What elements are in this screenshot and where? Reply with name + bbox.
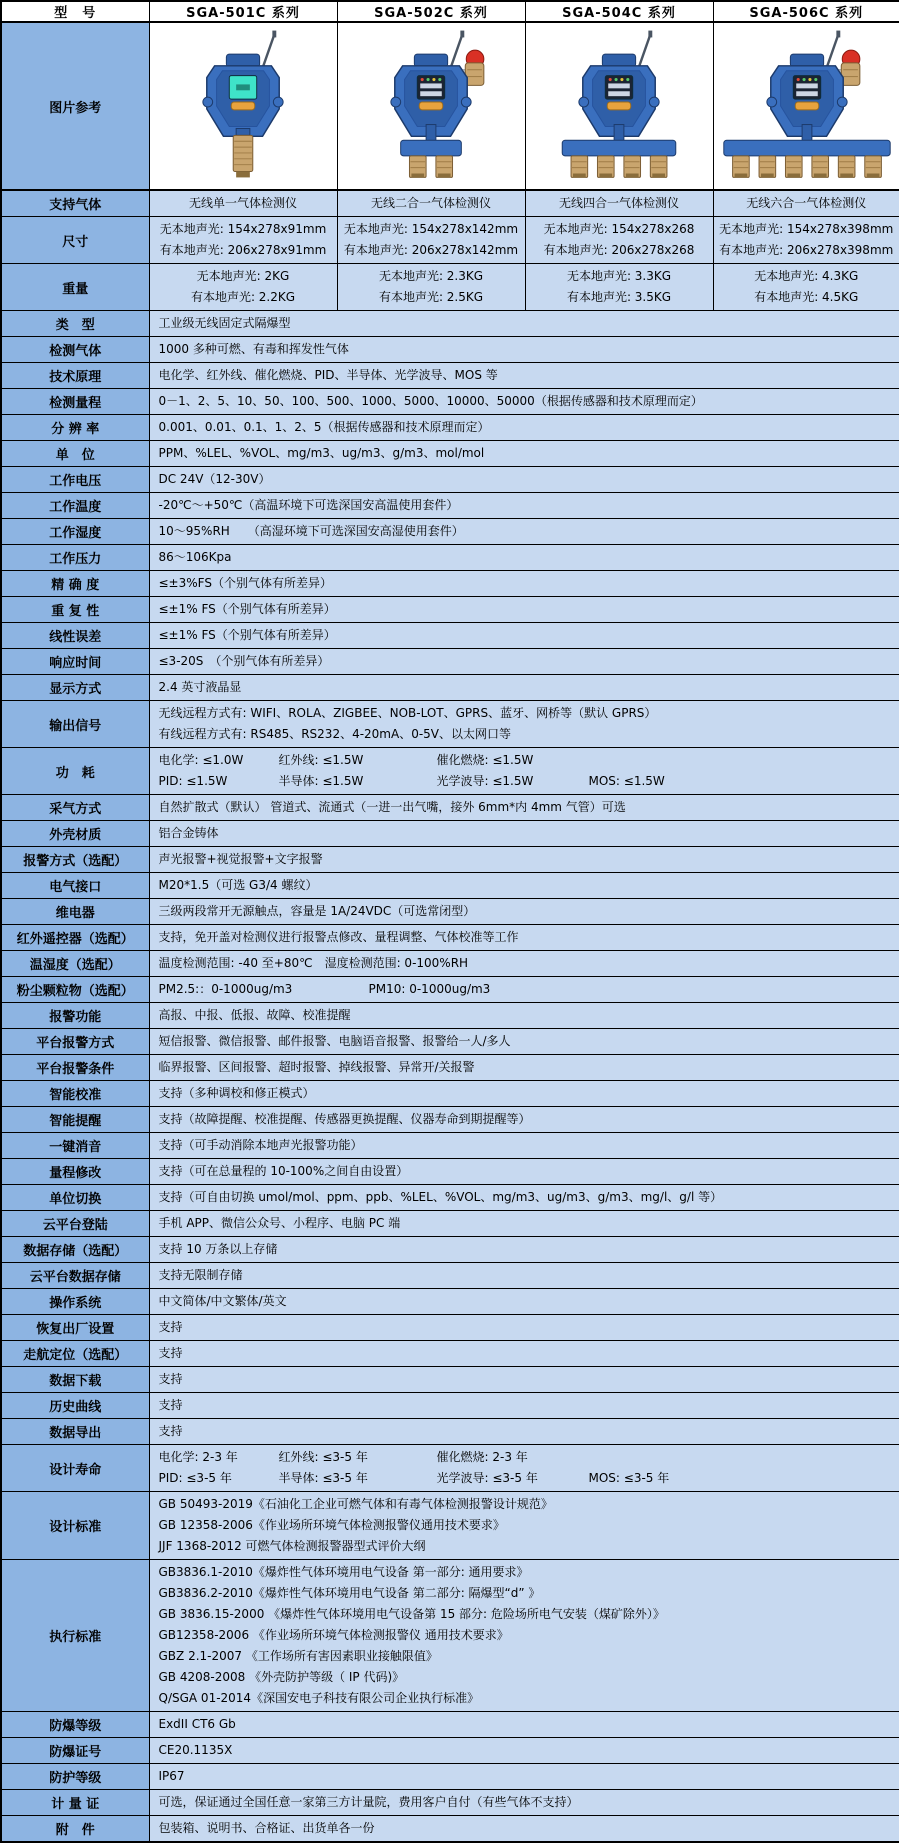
value-line: 支持（可手动消除本地声光报警功能） xyxy=(159,1135,891,1156)
value-line: GB3836.2-2010《爆炸性气体环境用电气设备 第二部分: 隔爆型“d” 》 xyxy=(159,1583,891,1604)
value-segment: 电化学: 2-3 年 xyxy=(159,1450,279,1465)
value-line: 支持 xyxy=(159,1369,891,1390)
row-value xyxy=(149,675,899,701)
wireless-2in1-gas-detector-illustration xyxy=(338,25,524,183)
row-value xyxy=(337,217,525,264)
row-value xyxy=(149,1289,899,1315)
value-line xyxy=(159,979,891,1000)
row-value xyxy=(149,1159,899,1185)
row-value xyxy=(149,1263,899,1289)
row-label: 附 件 xyxy=(1,1816,149,1843)
value-line: GB3836.1-2010《爆炸性气体环境用电气设备 第一部分: 通用要求》 xyxy=(159,1562,891,1583)
value-line: GB 3836.15-2000 《爆炸性气体环境用电气设备第 15 部分: 危险场所电气安装（煤矿除外）》 xyxy=(159,1604,891,1625)
value-line: DC 24V（12-30V） xyxy=(159,469,891,490)
value-line: 支持（多种调校和修正模式） xyxy=(159,1083,891,1104)
row-label: 一键消音 xyxy=(1,1133,149,1159)
value-line: ExdII CT6 Gb xyxy=(159,1714,891,1735)
row-label: 恢复出厂设置 xyxy=(1,1315,149,1341)
row-label: 线性误差 xyxy=(1,623,149,649)
row-value xyxy=(149,1367,899,1393)
row-value xyxy=(149,873,899,899)
row-value xyxy=(149,1419,899,1445)
row-value xyxy=(149,337,899,363)
value-line: 有本地声光: 4.5KG xyxy=(717,287,897,308)
row-value xyxy=(149,389,899,415)
spec-row-33 xyxy=(1,1133,899,1159)
row-value xyxy=(149,1029,899,1055)
row-value xyxy=(149,701,899,748)
row-label: 功 耗 xyxy=(1,748,149,795)
row-value xyxy=(149,1055,899,1081)
spec-row-13 xyxy=(1,571,899,597)
value-line: IP67 xyxy=(159,1766,891,1787)
row-value xyxy=(149,1211,899,1237)
row-value xyxy=(149,925,899,951)
value-line: 无本地声光: 154x278x91mm xyxy=(153,219,334,240)
product-image-cell-1 xyxy=(337,22,525,190)
row-label: 数据存储（选配） xyxy=(1,1237,149,1263)
row-label: 执行标准 xyxy=(1,1560,149,1712)
value-segment: PM10: 0-1000ug/m3 xyxy=(369,982,491,997)
spec-row-36 xyxy=(1,1211,899,1237)
value-line: 0.001、0.01、0.1、1、2、5（根据传感器和技术原理而定） xyxy=(159,417,891,438)
row-label: 类 型 xyxy=(1,311,149,337)
model-header-sga-504c: SGA-504C 系列 xyxy=(525,1,713,22)
spec-row-32 xyxy=(1,1107,899,1133)
row-label: 单位切换 xyxy=(1,1185,149,1211)
row-value xyxy=(149,1003,899,1029)
row-label: 平台报警条件 xyxy=(1,1055,149,1081)
row-label: 输出信号 xyxy=(1,701,149,748)
value-line: ≤±1% FS（个别气体有所差异） xyxy=(159,625,891,646)
row-label: 采气方式 xyxy=(1,795,149,821)
row-label: 工作湿度 xyxy=(1,519,149,545)
value-line: 1000 多种可燃、有毒和挥发性气体 xyxy=(159,339,891,360)
value-line: CE20.1135X xyxy=(159,1740,891,1761)
value-line: 有本地声光: 3.5KG xyxy=(529,287,710,308)
row-label: 设计标准 xyxy=(1,1492,149,1560)
row-value xyxy=(149,1237,899,1263)
row-value xyxy=(149,1712,899,1738)
spec-row-26 xyxy=(1,951,899,977)
value-line: GB12358-2006 《作业场所环境气体检测报警仪 通用技术要求》 xyxy=(159,1625,891,1646)
row-value xyxy=(149,1492,899,1560)
row-value xyxy=(149,1107,899,1133)
row-value xyxy=(149,1816,899,1843)
row-value xyxy=(337,264,525,311)
value-line: 支持 xyxy=(159,1343,891,1364)
image-reference-row xyxy=(1,22,899,190)
row-value xyxy=(713,190,899,217)
value-line xyxy=(159,1447,891,1468)
model-header-sga-501c: SGA-501C 系列 xyxy=(149,1,337,22)
value-line: 有本地声光: 2.2KG xyxy=(153,287,334,308)
value-line: 2.4 英寸液晶显 xyxy=(159,677,891,698)
row-label: 数据下载 xyxy=(1,1367,149,1393)
row-label: 工作温度 xyxy=(1,493,149,519)
row-value xyxy=(149,363,899,389)
model-header-sga-502c: SGA-502C 系列 xyxy=(337,1,525,22)
row-label: 检测气体 xyxy=(1,337,149,363)
row-value xyxy=(713,264,899,311)
spec-row-14 xyxy=(1,597,899,623)
value-line: 0－1、2、5、10、50、100、500、1000、5000、10000、50000（根据传感器和技术原理而定） xyxy=(159,391,891,412)
spec-row-20 xyxy=(1,795,899,821)
spec-row-0 xyxy=(1,190,899,217)
value-line: 支持 xyxy=(159,1317,891,1338)
spec-row-44 xyxy=(1,1419,899,1445)
row-value xyxy=(149,545,899,571)
row-value xyxy=(525,217,713,264)
spec-row-1 xyxy=(1,217,899,264)
row-value xyxy=(337,190,525,217)
row-value xyxy=(149,415,899,441)
row-value xyxy=(149,1738,899,1764)
row-label: 防护等级 xyxy=(1,1764,149,1790)
value-segment: 半导体: ≤3-5 年 xyxy=(279,1471,437,1486)
spec-row-11 xyxy=(1,519,899,545)
spec-row-46 xyxy=(1,1492,899,1560)
row-label: 粉尘颗粒物（选配） xyxy=(1,977,149,1003)
spec-row-21 xyxy=(1,821,899,847)
value-line xyxy=(159,771,891,792)
row-value xyxy=(149,493,899,519)
value-line: 有本地声光: 206x278x142mm xyxy=(341,240,522,261)
value-line: 手机 APP、微信公众号、小程序、电脑 PC 端 xyxy=(159,1213,891,1234)
product-image-cell-3 xyxy=(713,22,899,190)
spec-row-30 xyxy=(1,1055,899,1081)
value-line: PPM、%LEL、%VOL、mg/m3、ug/m3、g/m3、mol/mol xyxy=(159,443,891,464)
row-value xyxy=(713,217,899,264)
spec-row-35 xyxy=(1,1185,899,1211)
value-line: ≤±3%FS（个别气体有所差异） xyxy=(159,573,891,594)
value-line: 支持（故障提醒、校准提醒、传感器更换提醒、仪器寿命到期提醒等） xyxy=(159,1109,891,1130)
value-segment: 光学波导: ≤1.5W xyxy=(437,774,589,789)
row-value xyxy=(149,1560,899,1712)
value-segment: 光学波导: ≤3-5 年 xyxy=(437,1471,589,1486)
value-line xyxy=(159,1468,891,1489)
spec-row-47 xyxy=(1,1560,899,1712)
row-label: 温湿度（选配） xyxy=(1,951,149,977)
product-image-cell-0 xyxy=(149,22,337,190)
row-value xyxy=(149,951,899,977)
spec-row-15 xyxy=(1,623,899,649)
spec-row-9 xyxy=(1,467,899,493)
row-value xyxy=(149,597,899,623)
value-line: 中文简体/中文繁体/英文 xyxy=(159,1291,891,1312)
spec-row-41 xyxy=(1,1341,899,1367)
value-line: 包装箱、说明书、合格证、出货单各一份 xyxy=(159,1818,891,1839)
row-value xyxy=(149,190,337,217)
spec-row-31 xyxy=(1,1081,899,1107)
row-value xyxy=(149,519,899,545)
row-label: 尺寸 xyxy=(1,217,149,264)
spec-row-27 xyxy=(1,977,899,1003)
row-label: 重 复 性 xyxy=(1,597,149,623)
value-line: 自然扩散式（默认） 管道式、流通式（一进一出气嘴，接外 6mm*内 4mm 气管）可选 xyxy=(159,797,891,818)
value-line: 有线远程方式有: RS485、RS232、4-20mA、0-5V、以太网口等 xyxy=(159,724,891,745)
row-label: 平台报警方式 xyxy=(1,1029,149,1055)
row-label: 智能校准 xyxy=(1,1081,149,1107)
spec-row-17 xyxy=(1,675,899,701)
value-line: 无线四合一气体检测仪 xyxy=(529,193,710,214)
spec-row-12 xyxy=(1,545,899,571)
value-line: 有本地声光: 206x278x91mm xyxy=(153,240,334,261)
row-label: 设计寿命 xyxy=(1,1445,149,1492)
value-line: -20℃～+50℃（高温环境下可选深国安高温使用套件） xyxy=(159,495,891,516)
spec-row-19 xyxy=(1,748,899,795)
spec-row-4 xyxy=(1,337,899,363)
row-value xyxy=(149,1081,899,1107)
value-segment: MOS: ≤1.5W xyxy=(589,774,665,789)
spec-row-45 xyxy=(1,1445,899,1492)
spec-row-48 xyxy=(1,1712,899,1738)
row-label: 分 辨 率 xyxy=(1,415,149,441)
value-line: 支持（可在总量程的 10-100%之间自由设置） xyxy=(159,1161,891,1182)
value-line: 铝合金铸体 xyxy=(159,823,891,844)
row-value xyxy=(149,441,899,467)
spec-row-6 xyxy=(1,389,899,415)
value-segment: 红外线: ≤3-5 年 xyxy=(279,1450,437,1465)
value-segment: 半导体: ≤1.5W xyxy=(279,774,437,789)
value-segment: 催化燃烧: 2-3 年 xyxy=(437,1450,528,1465)
row-label: 维电器 xyxy=(1,899,149,925)
value-segment: 催化燃烧: ≤1.5W xyxy=(437,753,534,768)
spec-row-39 xyxy=(1,1289,899,1315)
row-value xyxy=(149,467,899,493)
row-value xyxy=(149,1790,899,1816)
value-line: 无本地声光: 154x278x268 xyxy=(529,219,710,240)
model-header-label: 型 号 xyxy=(1,1,149,22)
row-label: 防爆证号 xyxy=(1,1738,149,1764)
value-line: 无本地声光: 4.3KG xyxy=(717,266,897,287)
value-line: 支持 10 万条以上存储 xyxy=(159,1239,891,1260)
row-value xyxy=(149,1133,899,1159)
row-label: 红外遥控器（选配） xyxy=(1,925,149,951)
spec-row-50 xyxy=(1,1764,899,1790)
value-line: 短信报警、微信报警、邮件报警、电脑语音报警、报警给一人/多人 xyxy=(159,1031,891,1052)
spec-row-42 xyxy=(1,1367,899,1393)
row-value xyxy=(149,821,899,847)
spec-row-18 xyxy=(1,701,899,748)
value-segment: PID: ≤1.5W xyxy=(159,774,279,789)
value-line: 支持（可自由切换 umol/mol、ppm、ppb、%LEL、%VOL、mg/m3、ug/m3、g/m3、mg/l、g/l 等） xyxy=(159,1187,891,1208)
value-line: 有本地声光: 2.5KG xyxy=(341,287,522,308)
row-label: 计 量 证 xyxy=(1,1790,149,1816)
row-label: 报警方式（选配） xyxy=(1,847,149,873)
row-value xyxy=(149,1185,899,1211)
value-line: 有本地声光: 206x278x398mm xyxy=(717,240,897,261)
row-label: 重量 xyxy=(1,264,149,311)
wireless-single-gas-detector-illustration xyxy=(150,25,336,183)
row-label: 云平台登陆 xyxy=(1,1211,149,1237)
value-line: 工业级无线固定式隔爆型 xyxy=(159,313,891,334)
row-value xyxy=(149,264,337,311)
value-line: 支持，免开盖对检测仪进行报警点修改、量程调整、气体校准等工作 xyxy=(159,927,891,948)
value-line: 无线六合一气体检测仪 xyxy=(717,193,897,214)
row-label: 操作系统 xyxy=(1,1289,149,1315)
value-line: 无本地声光: 2.3KG xyxy=(341,266,522,287)
row-value xyxy=(149,311,899,337)
value-line: ≤±1% FS（个别气体有所差异） xyxy=(159,599,891,620)
row-label: 走航定位（选配） xyxy=(1,1341,149,1367)
row-label: 电气接口 xyxy=(1,873,149,899)
model-header-row xyxy=(1,1,899,22)
spec-row-29 xyxy=(1,1029,899,1055)
value-line: 支持无限制存储 xyxy=(159,1265,891,1286)
row-value xyxy=(525,264,713,311)
spec-row-2 xyxy=(1,264,899,311)
value-line: 无线二合一气体检测仪 xyxy=(341,193,522,214)
row-value xyxy=(149,1445,899,1492)
row-value xyxy=(149,847,899,873)
row-label: 支持气体 xyxy=(1,190,149,217)
value-line: 电化学、红外线、催化燃烧、PID、半导体、光学波导、MOS 等 xyxy=(159,365,891,386)
value-line: GB 4208-2008 《外壳防护等级（ IP 代码)》 xyxy=(159,1667,891,1688)
spec-row-3 xyxy=(1,311,899,337)
spec-row-16 xyxy=(1,649,899,675)
value-line: 无线单一气体检测仪 xyxy=(153,193,334,214)
row-value xyxy=(149,977,899,1003)
value-segment: 电化学: ≤1.0W xyxy=(159,753,279,768)
spec-row-38 xyxy=(1,1263,899,1289)
row-value xyxy=(149,748,899,795)
value-line: Q/SGA 01-2014《深国安电子科技有限公司企业执行标准》 xyxy=(159,1688,891,1709)
value-segment: PM2.5:：0-1000ug/m3 xyxy=(159,982,369,997)
row-label: 图片参考 xyxy=(1,22,149,190)
row-value xyxy=(149,217,337,264)
row-value xyxy=(149,571,899,597)
row-value xyxy=(149,899,899,925)
spec-row-24 xyxy=(1,899,899,925)
row-label: 报警功能 xyxy=(1,1003,149,1029)
row-label: 单 位 xyxy=(1,441,149,467)
row-label: 防爆等级 xyxy=(1,1712,149,1738)
row-value xyxy=(525,190,713,217)
value-line: 有本地声光: 206x278x268 xyxy=(529,240,710,261)
spec-row-43 xyxy=(1,1393,899,1419)
value-line xyxy=(159,750,891,771)
row-value xyxy=(149,1764,899,1790)
spec-row-51 xyxy=(1,1790,899,1816)
spec-row-49 xyxy=(1,1738,899,1764)
value-segment: PID: ≤3-5 年 xyxy=(159,1471,279,1486)
spec-row-28 xyxy=(1,1003,899,1029)
row-label: 历史曲线 xyxy=(1,1393,149,1419)
value-line: 支持 xyxy=(159,1395,891,1416)
row-label: 响应时间 xyxy=(1,649,149,675)
row-label: 云平台数据存储 xyxy=(1,1263,149,1289)
row-label: 外壳材质 xyxy=(1,821,149,847)
row-label: 技术原理 xyxy=(1,363,149,389)
wireless-6in1-gas-detector-illustration xyxy=(714,25,899,183)
row-label: 数据导出 xyxy=(1,1419,149,1445)
value-line: 无本地声光: 3.3KG xyxy=(529,266,710,287)
value-line: 10～95%RH （高湿环境下可选深国安高湿使用套件） xyxy=(159,521,891,542)
value-line: M20*1.5（可选 G3/4 螺纹） xyxy=(159,875,891,896)
row-label: 智能提醒 xyxy=(1,1107,149,1133)
value-line: 温度检测范围: -40 至+80℃ 湿度检测范围: 0-100%RH xyxy=(159,953,891,974)
row-value xyxy=(149,649,899,675)
spec-row-22 xyxy=(1,847,899,873)
row-label: 工作电压 xyxy=(1,467,149,493)
row-value xyxy=(149,795,899,821)
spec-row-52 xyxy=(1,1816,899,1843)
value-line: GBZ 2.1-2007 《工作场所有害因素职业接触限值》 xyxy=(159,1646,891,1667)
value-line: GB 12358-2006《作业场所环境气体检测报警仪通用技术要求》 xyxy=(159,1515,891,1536)
row-label: 显示方式 xyxy=(1,675,149,701)
spec-row-40 xyxy=(1,1315,899,1341)
value-segment: MOS: ≤3-5 年 xyxy=(589,1471,670,1486)
value-line: 支持 xyxy=(159,1421,891,1442)
wireless-4in1-gas-detector-illustration xyxy=(526,25,712,183)
value-line: 无本地声光: 2KG xyxy=(153,266,334,287)
product-image-cell-2 xyxy=(525,22,713,190)
spec-row-10 xyxy=(1,493,899,519)
value-line: 临界报警、区间报警、超时报警、掉线报警、异常开/关报警 xyxy=(159,1057,891,1078)
spec-row-5 xyxy=(1,363,899,389)
row-value xyxy=(149,1393,899,1419)
row-label: 检测量程 xyxy=(1,389,149,415)
value-line: JJF 1368-2012 可燃气体检测报警器型式评价大纲 xyxy=(159,1536,891,1557)
spec-row-8 xyxy=(1,441,899,467)
row-label: 精 确 度 xyxy=(1,571,149,597)
spec-row-34 xyxy=(1,1159,899,1185)
value-line: 声光报警+视觉报警+文字报警 xyxy=(159,849,891,870)
row-label: 量程修改 xyxy=(1,1159,149,1185)
model-header-sga-506c: SGA-506C 系列 xyxy=(713,1,899,22)
value-line: GB 50493-2019《石油化工企业可燃气体和有毒气体检测报警设计规范》 xyxy=(159,1494,891,1515)
spec-row-7 xyxy=(1,415,899,441)
value-line: 无本地声光: 154x278x142mm xyxy=(341,219,522,240)
value-line: ≤3-20S （个别气体有所差异） xyxy=(159,651,891,672)
value-line: 高报、中报、低报、故障、校准提醒 xyxy=(159,1005,891,1026)
value-line: 无线远程方式有: WIFI、ROLA、ZIGBEE、NOB-LOT、GPRS、蓝牙、网桥等（默认 GPRS） xyxy=(159,703,891,724)
row-value xyxy=(149,623,899,649)
spec-row-25 xyxy=(1,925,899,951)
row-value xyxy=(149,1341,899,1367)
value-line: 86～106Kpa xyxy=(159,547,891,568)
spec-row-37 xyxy=(1,1237,899,1263)
spec-row-23 xyxy=(1,873,899,899)
value-line: 无本地声光: 154x278x398mm xyxy=(717,219,897,240)
row-label: 工作压力 xyxy=(1,545,149,571)
value-segment: 红外线: ≤1.5W xyxy=(279,753,437,768)
value-line: 可选，保证通过全国任意一家第三方计量院，费用客户自付（有些气体不支持） xyxy=(159,1792,891,1813)
row-value xyxy=(149,1315,899,1341)
value-line: 三级两段常开无源触点，容量是 1A/24VDC（可选常闭型） xyxy=(159,901,891,922)
